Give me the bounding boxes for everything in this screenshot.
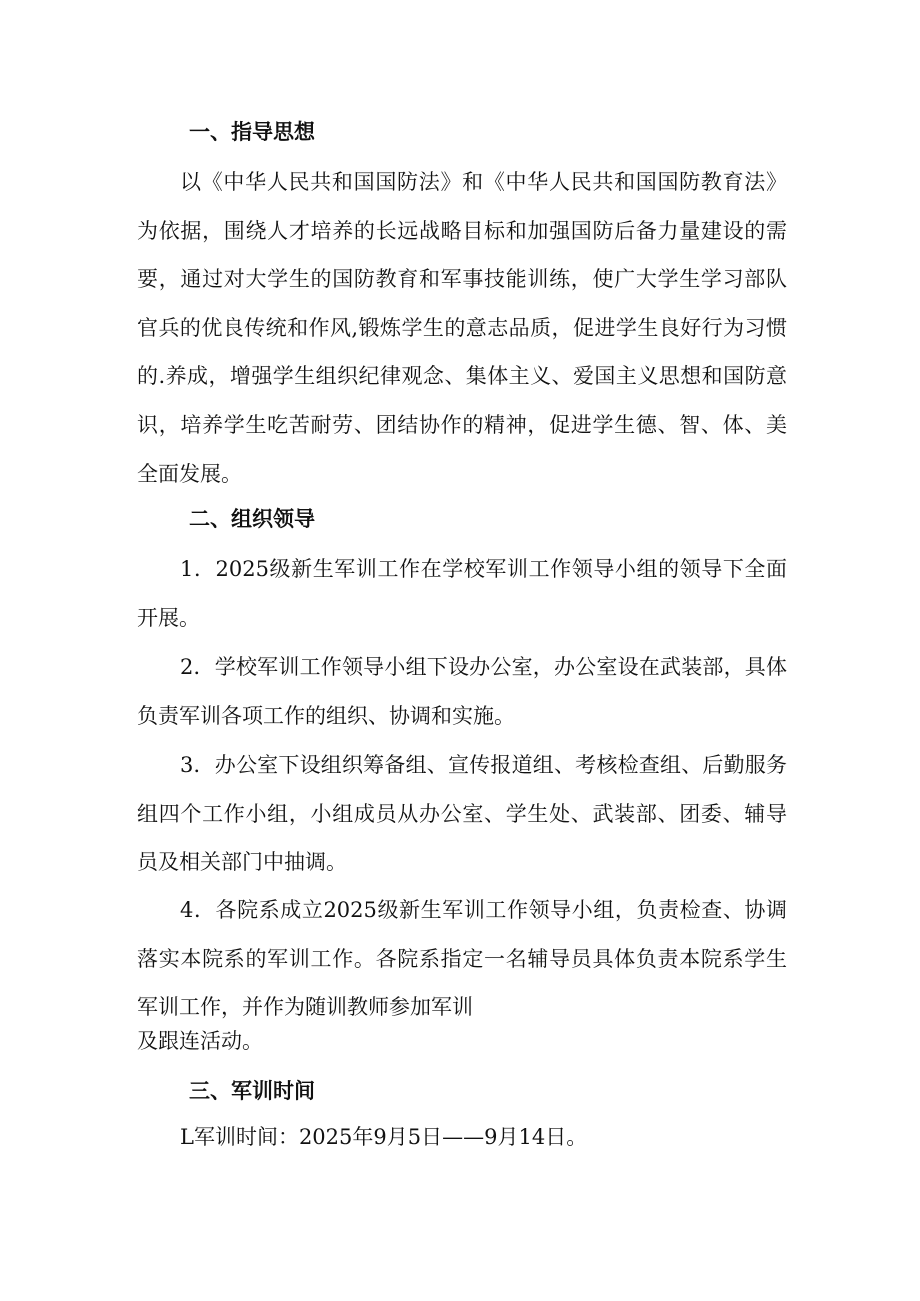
- paragraph-guiding-ideology: 以《中华人民共和国国防法》和《中华人民共和国国防教育法》为依据，围绕人才培养的长远战略目标和加强国防后备力量建设的需要，通过对大学生的国防教育和军事技能训练，使广大学生学习部队官兵的优良传统和作风,锻炼学生的意志品质，促进学生良好行为习惯的.养成，增强学生组织纪律观念、集体主义、爱国主义思想和国防意识，培养学生吃苦耐劳、团结协作的精神，促进学生德、智、体、美全面发展。: [137, 170, 787, 486]
- training-time-line: L军训时间：2025年9月5日——9月14日。: [180, 1125, 588, 1149]
- section-heading-training-time: 三、军训时间: [189, 1079, 315, 1103]
- list-item: 4．各院系成立2025级新生军训工作领导小组，负责检查、协调落实本院系的军训工作。各院系指定一名辅导员具体负责本院系学生军训工作，并作为随训教师参加军训: [137, 898, 787, 1020]
- list-item: 3．办公室下设组织筹备组、宣传报道组、考核检查组、后勤服务组四个工作小组，小组成员从办公室、学生处、武装部、团委、辅导员及相关部门中抽调。: [137, 753, 787, 875]
- list-item: 1．2025级新生军训工作在学校军训工作领导小组的领导下全面开展。: [137, 557, 787, 630]
- list-item: 2．学校军训工作领导小组下设办公室，办公室设在武装部，具体负责军训各项工作的组织、协调和实施。: [137, 655, 787, 728]
- list-item-continuation: 及跟连活动。: [137, 1029, 263, 1053]
- section-heading-guiding-ideology: 一、指导思想: [189, 120, 315, 144]
- section-heading-organization: 二、组织领导: [189, 507, 315, 531]
